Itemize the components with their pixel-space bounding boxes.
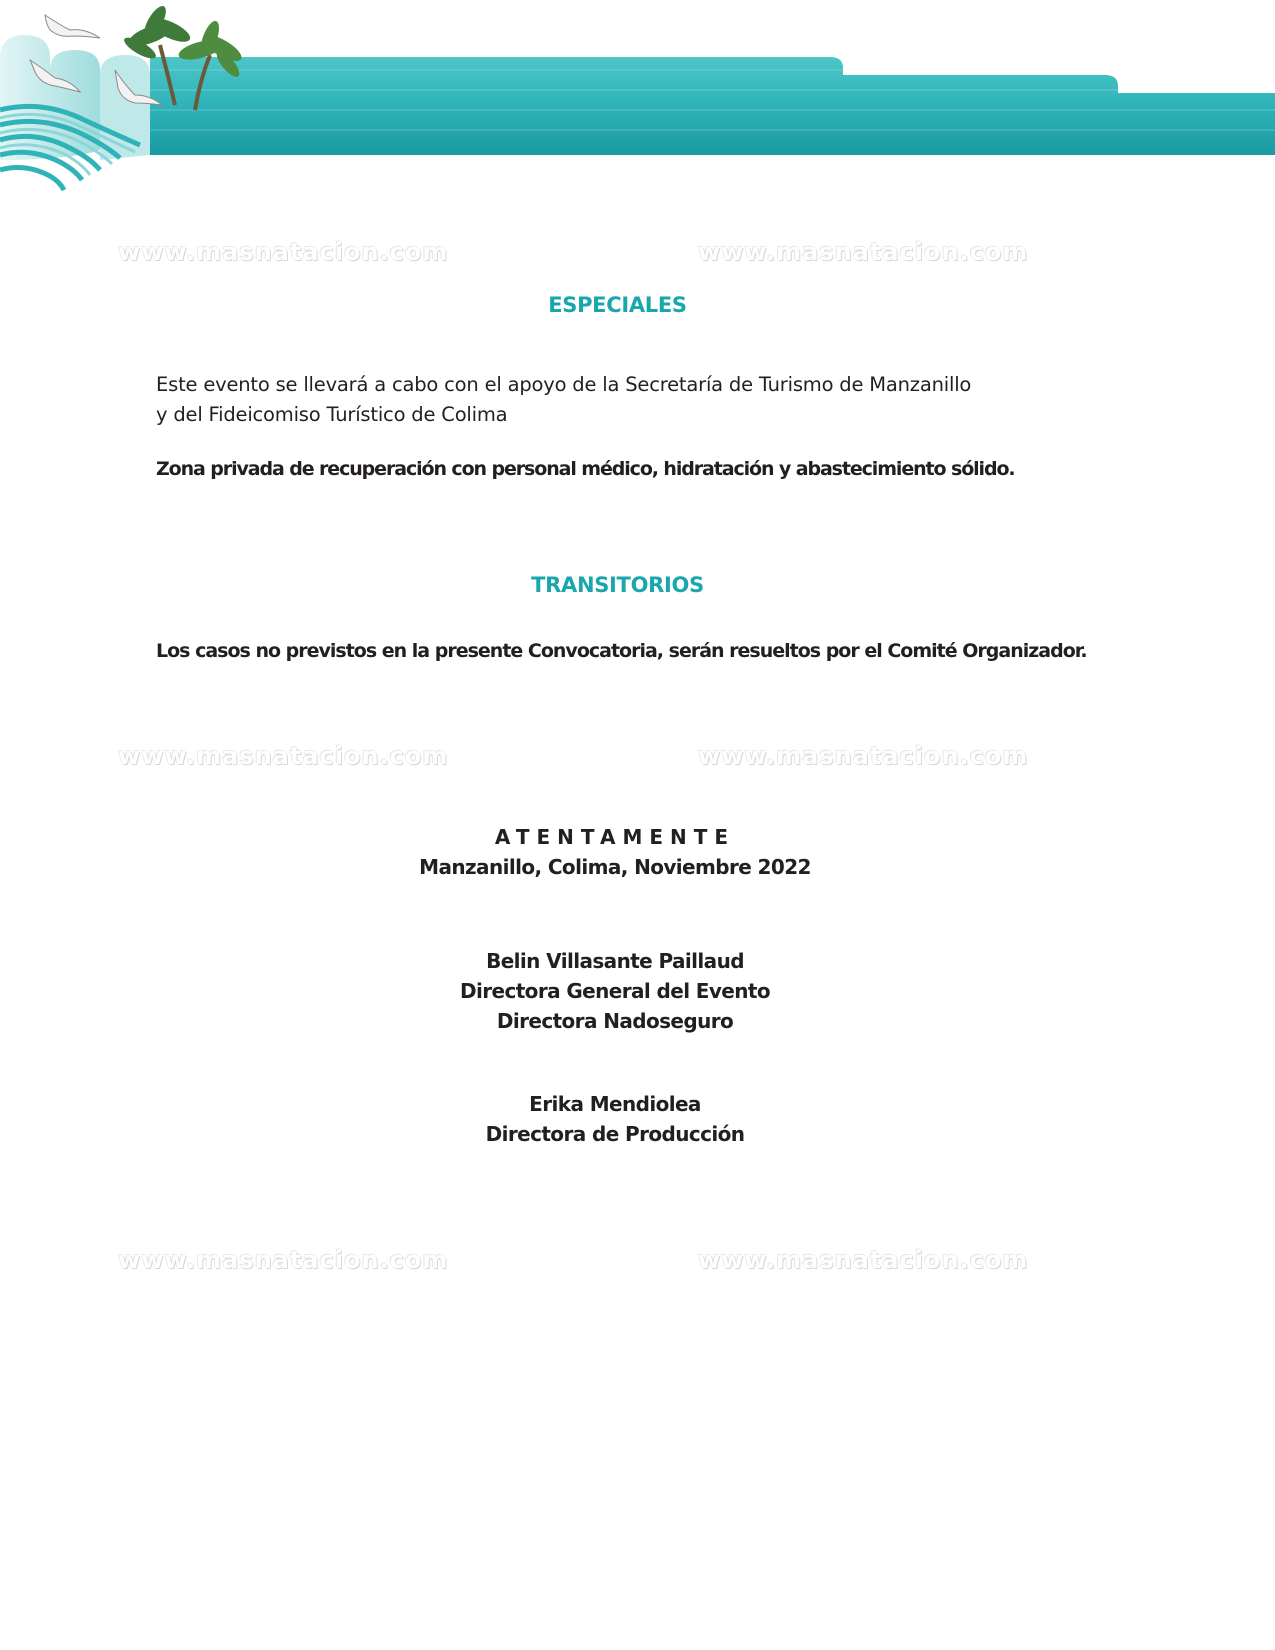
signatory-title: Directora de Producción — [485, 1122, 745, 1146]
header-banner — [0, 0, 1275, 210]
section-title-transitorios: TRANSITORIOS — [531, 573, 704, 597]
signatory-name: Erika Mendiolea — [529, 1092, 701, 1116]
place-date: Manzanillo, Colima, Noviembre 2022 — [419, 855, 811, 879]
especiales-intro-line: Este evento se llevará a cabo con el apoyo de la Secretaría de Turismo de Manzanillo — [156, 373, 972, 396]
watermark-text: www.masnatacion.com — [698, 742, 1029, 770]
signatory-block — [0, 1089, 1230, 1149]
signatory-title: Directora General del Evento — [459, 979, 771, 1003]
arch-shape-right — [100, 55, 150, 160]
especiales-intro-paragraph — [156, 370, 1116, 430]
especiales-zona-paragraph: Zona privada de recuperación con personal médico, hidratación y abastecimiento sólido. — [156, 458, 1015, 480]
watermark-text: www.masnatacion.com — [118, 1246, 449, 1274]
watermark-text: www.masnatacion.com — [118, 742, 449, 770]
header-banner-graphic — [0, 0, 1275, 210]
teal-band — [150, 57, 1275, 155]
watermark-text: www.masnatacion.com — [118, 238, 449, 266]
section-title-especiales: ESPECIALES — [548, 293, 687, 317]
especiales-intro-line: y del Fideicomiso Turístico de Colima — [156, 403, 508, 426]
watermark-text: www.masnatacion.com — [698, 1246, 1029, 1274]
signatory-block — [0, 946, 1230, 1036]
transitorios-paragraph: Los casos no previstos en la presente Convocatoria, serán resueltos por el Comité Organizador. — [156, 640, 1087, 662]
signatory-title: Directora Nadoseguro — [496, 1009, 734, 1033]
watermark-text: www.masnatacion.com — [698, 238, 1029, 266]
closing-label: ATENTAMENTE — [494, 825, 736, 849]
signatory-name: Belin Villasante Paillaud — [486, 949, 744, 973]
